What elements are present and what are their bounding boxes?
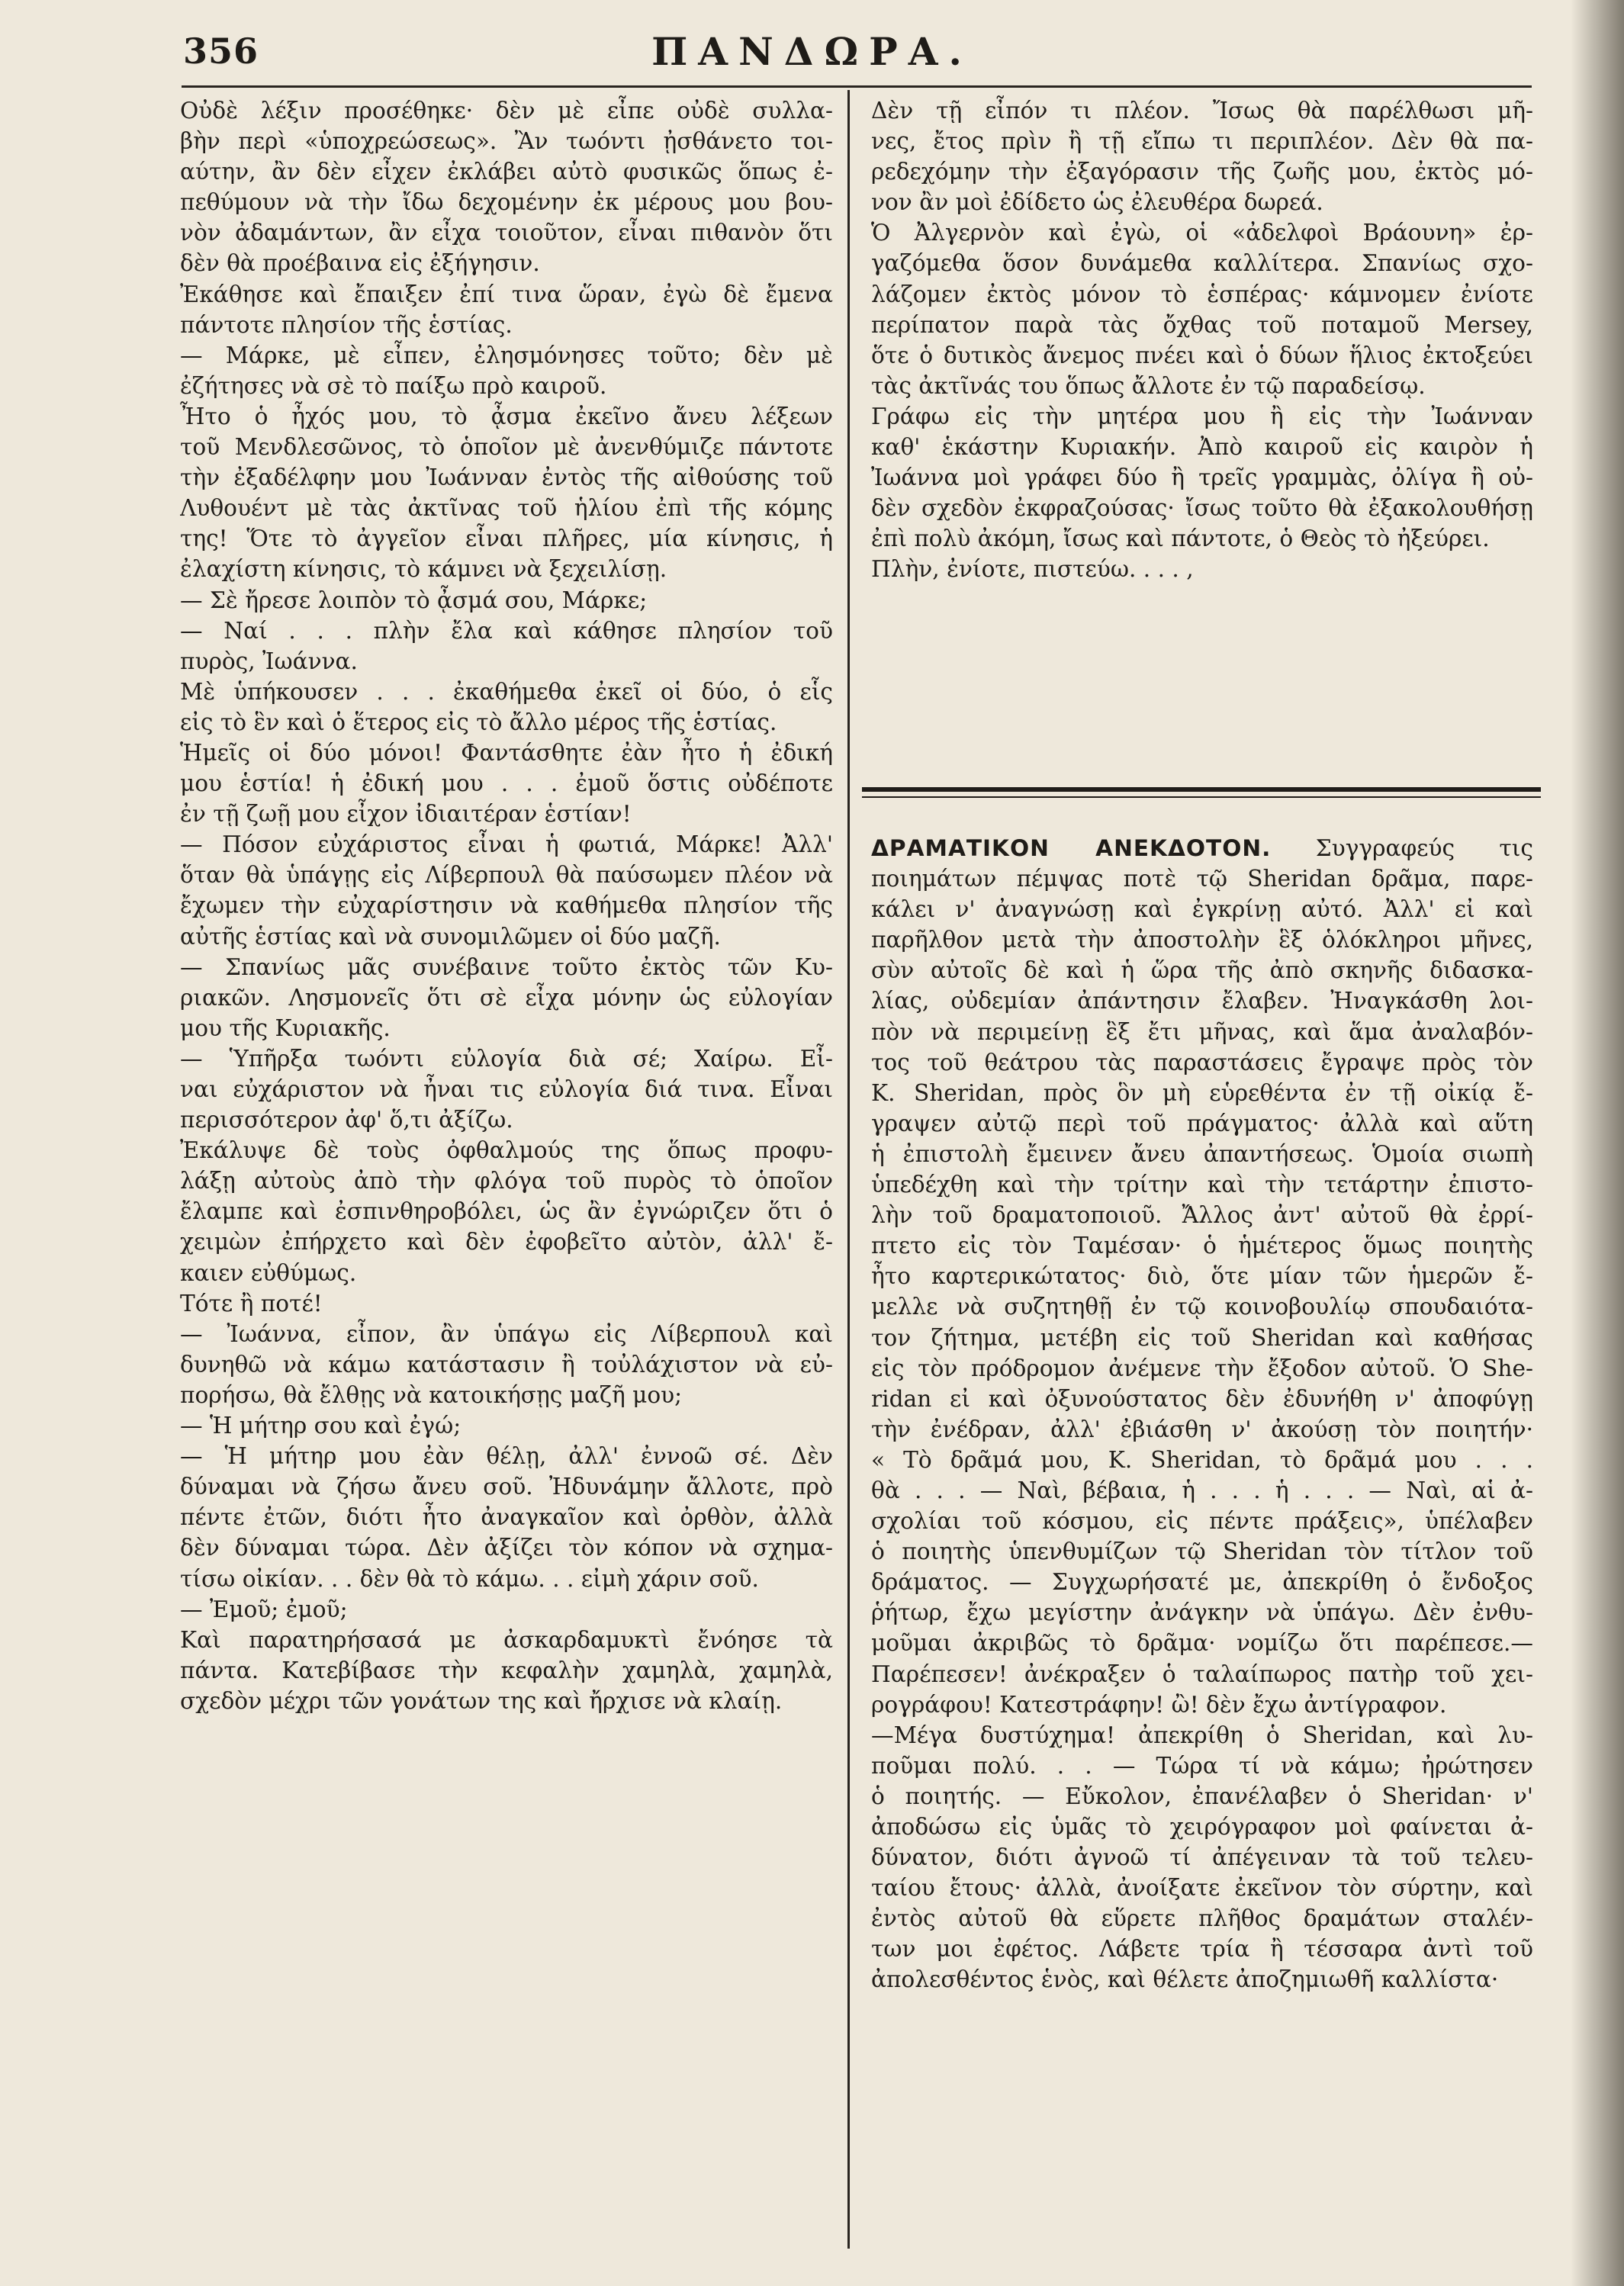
left-column-line: βὴν περὶ «ὑποχρεώσεως». Ἂν τωόντι ᾐσθάνετο τοι-: [180, 128, 833, 155]
column-divider: [847, 90, 850, 2249]
section-rule-thin: [862, 796, 1541, 798]
left-column-line: ὅταν θὰ ὑπάγῃς εἰς Λίβερπουλ θὰ παύσωμεν πλέον νὰ: [180, 862, 833, 889]
right-column-line: τὰς ἀκτῖνάς του ὅπως ἄλλοτε ἐν τῷ παραδείσῳ.: [871, 372, 1426, 399]
left-column: [180, 95, 833, 1716]
anecdote-line: μοῦμαι ἀκριβῶς τὸ δρᾶμα· νομίζω ὅτι παρέπεσε.—: [871, 1630, 1533, 1657]
left-column-line: ἔχωμεν τὴν εὐχαρίστησιν νὰ καθήμεθα πλησίον τῆς: [180, 892, 833, 919]
left-column-line: της! Ὅτε τὸ ἀγγεῖον εἶναι πλῆρες, μία κίνησις, ἡ: [180, 526, 833, 552]
left-column-line: — Ἡ μήτηρ μου ἐὰν θέλῃ, ἀλλ' ἐννοῶ σέ. Δὲν: [180, 1443, 833, 1470]
anecdote-line: σὺν αὐτοῖς δὲ καὶ ἡ ὥρα τῆς ἀπὸ σκηνῆς διδασκα-: [871, 957, 1533, 984]
running-title: ΠΑΝΔΩΡΑ.: [651, 29, 973, 74]
left-column-line: ἐζήτησες νὰ σὲ τὸ παίξω πρὸ καιροῦ.: [180, 372, 607, 399]
right-column-line: Πλὴν, ἐνίοτε, πιστεύω. . . . ,: [871, 556, 1194, 583]
left-column-line: Οὐδὲ λέξιν προσέθηκε· δὲν μὲ εἶπε οὐδὲ συλλα-: [180, 98, 833, 124]
left-column-line: σχεδὸν μέχρι τῶν γονάτων της καὶ ἤρχισε νὰ κλαίῃ.: [180, 1687, 783, 1714]
anecdote-line: πτετο εἰς τὸν Ταμέσαν· ὁ ἡμέτερος ὅμως ποιητὴς: [871, 1233, 1533, 1259]
left-column-line: Λυθουέντ μὲ τὰς ἀκτῖνας τοῦ ἡλίου ἐπὶ τῆς κόμης: [180, 495, 833, 522]
right-column-top: [871, 95, 1533, 585]
anecdote-line: ρογράφου! Κατεστράφην! ὢ! δὲν ἔχω ἀντίγραφον.: [871, 1691, 1447, 1718]
left-column-line: καιεν εὐθύμως.: [180, 1259, 357, 1286]
left-column-line: — Ὑπῆρξα τωόντι εὐλογία διὰ σέ; Χαίρω. Εἶ-: [180, 1045, 833, 1072]
left-column-line: — Ναί . . . πλὴν ἔλα καὶ κάθησε πλησίον τοῦ: [180, 617, 833, 644]
anecdote-line: ἀπολεσθέντος ἑνὸς, καὶ θέλετε ἀποζημιωθῆ καλλίστα·: [871, 1966, 1499, 1993]
left-column-line: Καὶ παρατηρήσασά με ἀσκαρδαμυκτὶ ἔνόησε τὰ: [180, 1626, 833, 1653]
anecdote-line: ὁ ποιητὴς ὑπενθυμίζων τῷ Sheridan τὸν τίτλον τοῦ: [871, 1538, 1533, 1565]
anecdote-line: πὸν νὰ περιμείνῃ ἓξ ἔτι μῆνας, καὶ ἅμα ἀναλαβόν-: [871, 1018, 1533, 1045]
left-column-line: πυρὸς, Ἰωάννα.: [180, 648, 358, 674]
right-column-line: νες, ἔτος πρὶν ἢ τῇ εἴπω τι περιπλέον. Δὲν θὰ πα-: [871, 128, 1533, 155]
header-rule: [182, 85, 1532, 88]
anecdote-section: [871, 833, 1533, 1995]
anecdote-line: δράματος. — Συγχωρήσατέ με, ἀπεκρίθη ὁ ἔνδοξος: [871, 1569, 1533, 1596]
anecdote-line: ἐντὸς αὐτοῦ θὰ εὕρετε πλῆθος δραμάτων σταλέν-: [871, 1905, 1533, 1932]
anecdote-line: ῥήτωρ, ἔχω μεγίστην ἀνάγκην νὰ ὑπάγω. Δὲν ἐνθυ-: [871, 1600, 1533, 1626]
anecdote-first-line-rest: Συγγραφεύς τις: [1315, 835, 1533, 861]
left-column-line: εἰς τὸ ἓν καὶ ὁ ἕτερος εἰς τὸ ἄλλο μέρος τῆς ἑστίας.: [180, 709, 777, 735]
left-column-line: αὐτῆς ἑστίας καὶ νὰ συνομιλῶμεν οἱ δύο μαζῆ.: [180, 923, 721, 950]
anecdote-line: μελλε νὰ συζητηθῇ ἐν τῷ κοινοβουλίῳ σπουδαιότα-: [871, 1294, 1533, 1320]
right-column-line: νον ἂν μοὶ ἐδίδετο ὡς ἐλευθέρα δωρεά.: [871, 189, 1323, 216]
right-column-line: γαζόμεθα ὅσον δυνάμεθα καλλίτερα. Σπανίως σχο-: [871, 250, 1533, 277]
right-column-line: δὲν σχεδὸν ἐκφραζούσας· ἴσως τοῦτο θὰ ἐξακολουθήσῃ: [871, 495, 1533, 522]
anecdote-line: τὴν ἐνέδραν, ἀλλ' ἐβιάσθη ν' ἀκούσῃ τὸν ποιητήν·: [871, 1416, 1533, 1442]
anecdote-line: ridan εἰ καὶ ὀξυνούστατος δὲν ἐδυνήθη ν' ἀποφύγῃ: [871, 1385, 1533, 1412]
anecdote-line: ὁ ποιητής. — Εὔκολον, ἐπανέλαβεν ὁ Sheridan· ν': [871, 1783, 1533, 1809]
left-column-line: ἔλαμπε καὶ ἐσπινθηροβόλει, ὡς ἂν ἐγνώριζεν ὅτι ὁ: [180, 1198, 833, 1225]
anecdote-line: λὴν τοῦ δραματοποιοῦ. Ἄλλος ἀντ' αὐτοῦ θὰ ἐρρί-: [871, 1202, 1533, 1229]
anecdote-line: θὰ . . . — Ναὶ, βέβαια, ἡ . . . ἡ . . . — Ναὶ, αἱ ἀ-: [871, 1477, 1533, 1503]
right-column-line: ρεδεχόμην τὴν ἐξαγόρασιν τῆς ζωῆς μου, ἐκτὸς μό-: [871, 159, 1533, 185]
anecdote-line: παρῆλθον μετὰ τὴν ἀποστολὴν ἓξ ὁλόκληροι μῆνες,: [871, 927, 1533, 953]
right-column-line: ὅτε ὁ δυτικὸς ἄνεμος πνέει καὶ ὁ δύων ἥλιος ἐκτοξεύει: [871, 342, 1533, 368]
left-column-line: χειμὼν ἐπήρχετο καὶ δὲν ἐφοβεῖτο αὐτὸν, ἀλλ' ἔ-: [180, 1229, 833, 1256]
left-column-line: — Σὲ ἤρεσε λοιπὸν τὸ ᾆσμά σου, Μάρκε;: [180, 587, 648, 613]
anecdote-line: K. Sheridan, πρὸς ὃν μὴ εὑρεθέντα ἐν τῇ οἰκίᾳ ἔ-: [871, 1079, 1533, 1106]
right-column-line: Ἰωάννα μοὶ γράφει δύο ἢ τρεῖς γραμμὰς, ὀλίγα ἢ οὐ-: [871, 465, 1533, 491]
right-column-line: Δὲν τῇ εἶπόν τι πλέον. Ἴσως θὰ παρέλθωσι μῆ-: [871, 98, 1533, 124]
right-column-line: ἐπὶ πολὺ ἀκόμη, ἴσως καὶ πάντοτε, ὁ Θεὸς τὸ ἠξεύρει.: [871, 526, 1490, 552]
section-rule: [862, 787, 1541, 792]
left-column-line: — Σπανίως μᾶς συνέβαινε τοῦτο ἐκτὸς τῶν Κυ-: [180, 953, 833, 980]
left-column-line: πορήσω, θὰ ἔλθῃς νὰ κατοικήσῃς μαζῆ μου;: [180, 1381, 683, 1408]
left-column-line: ἐλαχίστη κίνησις, τὸ κάμνει νὰ ξεχειλίσῃ.: [180, 556, 667, 583]
anecdote-line: δύνατον, διότι ἀγνοῶ τί ἀπέγειναν τὰ τοῦ τελευ-: [871, 1844, 1533, 1871]
anecdote-line: εἰς τὸν πρόδρομον ἀνέμενε τὴν ἔξοδον αὐτοῦ. Ὁ She-: [871, 1355, 1533, 1381]
anecdote-line: κάλει ν' ἀναγνώσῃ καὶ ἐγκρίνῃ αὐτό. Ἀλλ' εἰ καὶ: [871, 896, 1533, 923]
left-column-line: ναι εὐχάριστον νὰ ἦναι τις εὐλογία διά τινα. Εἶναι: [180, 1076, 833, 1102]
left-column-line: πάντα. Κατεβίβασε τὴν κεφαλὴν χαμηλὰ, χαμηλὰ,: [180, 1657, 833, 1683]
right-column-line: περίπατον παρὰ τὰς ὄχθας τοῦ ποταμοῦ Mersey,: [871, 311, 1533, 338]
right-column-line: Γράφω εἰς τὴν μητέρα μου ἢ εἰς τὴν Ἰωάνναν: [871, 403, 1533, 429]
left-column-line: Ἦτο ὁ ἦχός μου, τὸ ᾆσμα ἐκεῖνο ἄνευ λέξεων: [180, 403, 833, 429]
left-column-line: Τότε ἢ ποτέ!: [180, 1290, 323, 1317]
right-column-line: λάζομεν ἐκτὸς μόνον τὸ ἑσπέρας· κάμνομεν ἐνίοτε: [871, 281, 1533, 307]
anecdote-line: γραψεν αὐτῷ περὶ τοῦ πράγματος· ἀλλὰ καὶ αὕτη: [871, 1110, 1533, 1137]
left-column-line: δυνηθῶ νὰ κάμω κατάστασιν ἢ τοὐλάχιστον νὰ εὐ-: [180, 1351, 833, 1378]
left-column-line: πέντε ἐτῶν, διότι ἦτο ἀναγκαῖον καὶ ὀρθὸν, ἀλλὰ: [180, 1504, 833, 1531]
left-column-line: τὴν ἐξαδέλφην μου Ἰωάνναν ἐντὸς τῆς αἰθούσης τοῦ: [180, 465, 833, 491]
anecdote-line: Παρέπεσεν! ἀνέκραξεν ὁ ταλαίπωρος πατὴρ τοῦ χει-: [871, 1661, 1533, 1687]
left-column-line: δὲν θὰ προέβαινα εἰς ἐξήγησιν.: [180, 250, 540, 277]
right-column-line: καθ' ἑκάστην Κυριακήν. Ἀπὸ καιροῦ εἰς καιρὸν ἡ: [871, 434, 1533, 461]
anecdote-line: των μοι ἐφέτος. Λάβετε τρία ἢ τέσσαρα ἀντὶ τοῦ: [871, 1936, 1533, 1963]
anecdote-line: ποῦμαι πολύ. . . — Τώρα τί νὰ κάμω; ἠρώτησεν: [871, 1752, 1533, 1779]
anecdote-line: —Μέγα δυστύχημα! ἀπεκρίθη ὁ Sheridan, καὶ λυ-: [871, 1722, 1533, 1748]
anecdote-title: ΔΡΑΜΑΤΙΚΟΝ ΑΝΕΚΔΟΤΟΝ.: [871, 835, 1272, 861]
left-column-line: αύτην, ἂν δὲν εἶχεν ἐκλάβει αὐτὸ φυσικῶς ὅπως ἐ-: [180, 159, 833, 185]
anecdote-line: « Τὸ δρᾶμά μου, K. Sheridan, τὸ δρᾶμά μου . . .: [871, 1446, 1533, 1473]
left-column-line: Ἡμεῖς οἱ δύο μόνοι! Φαντάσθητε ἐὰν ἦτο ἡ ἐδική: [180, 739, 833, 766]
left-column-line: Ἐκάλυψε δὲ τοὺς ὀφθαλμούς της ὅπως προφυ-: [180, 1137, 833, 1164]
anecdote-first-line: [871, 833, 1533, 863]
left-column-line: πεθύμουν νὰ τὴν ἴδω δεχομένην ἐκ μέρους μου βου-: [180, 189, 833, 216]
left-column-line: δὲν δύναμαι τώρα. Δὲν ἀξίζει τὸν κόπον νὰ σχημα-: [180, 1535, 833, 1561]
left-column-line: ἐν τῇ ζωῇ μου εἶχον ἰδιαιτέραν ἑστίαν!: [180, 801, 632, 828]
left-column-line: νὸν ἀδαμάντων, ἂν εἶχα τοιοῦτον, εἶναι πιθανὸν ὅτι: [180, 220, 833, 246]
left-column-line: μου τῆς Κυριακῆς.: [180, 1014, 391, 1041]
left-column-line: — Ἡ μήτηρ σου καὶ ἐγώ;: [180, 1413, 461, 1439]
binding-shadow: [1571, 0, 1624, 2286]
anecdote-line: σχολίαι τοῦ κόσμου, εἰς πέντε πράξεις», ὑπέλαβεν: [871, 1508, 1533, 1535]
left-column-line: δύναμαι νὰ ζήσω ἄνευ σοῦ. Ἠδυνάμην ἄλλοτε, πρὸ: [180, 1474, 833, 1500]
anecdote-line: τος τοῦ θεάτρου τὰς παραστάσεις ἔγραψε πρὸς τὸν: [871, 1049, 1533, 1075]
left-column-line: Μὲ ὑπήκουσεν . . . ἐκαθήμεθα ἐκεῖ οἱ δύο, ὁ εἷς: [180, 678, 833, 705]
anecdote-line: ἡ ἐπιστολὴ ἔμεινεν ἄνευ ἀπαντήσεως. Ὁμοία σιωπὴ: [871, 1140, 1533, 1167]
anecdote-line: ποιημάτων πέμψας ποτὲ τῷ Sheridan δρᾶμα, παρε-: [871, 866, 1533, 892]
left-column-line: ριακῶν. Λησμονεῖς ὅτι σὲ εἶχα μόνην ὡς εὐλογίαν: [180, 984, 833, 1011]
left-column-line: — Ἰωάννα, εἶπον, ἂν ὑπάγω εἰς Λίβερπουλ καὶ: [180, 1320, 833, 1347]
left-column-line: λάξῃ αὐτοὺς ἀπὸ τὴν φλόγα τοῦ πυρὸς τὸ ὁποῖον: [180, 1168, 833, 1194]
anecdote-line: ταίου ἔτους· ἀλλὰ, ἀνοίξατε ἐκεῖνον τὸν σύρτην, καὶ: [871, 1875, 1533, 1902]
anecdote-line: λίας, οὐδεμίαν ἀπάντησιν ἔλαβεν. Ἠναγκάσθη λοι-: [871, 988, 1533, 1014]
left-column-line: Ἐκάθησε καὶ ἔπαιξεν ἐπί τινα ὥραν, ἐγὼ δὲ ἔμενα: [180, 281, 833, 307]
page-number: 356: [183, 31, 259, 72]
anecdote-line: ἦτο καρτερικώτατος· διὸ, ὅτε μίαν τῶν ἡμερῶν ἔ-: [871, 1263, 1533, 1290]
left-column-line: πάντοτε πλησίον τῆς ἑστίας.: [180, 311, 513, 338]
left-column-line: τίσω οἰκίαν. . . δὲν θὰ τὸ κάμω. . . εἰμὴ χάριν σοῦ.: [180, 1565, 759, 1592]
anecdote-line: ὑπεδέχθη καὶ τὴν τρίτην καὶ τὴν τετάρτην ἐπιστο-: [871, 1172, 1533, 1198]
left-column-line: — Ἐμοῦ; ἐμοῦ;: [180, 1596, 348, 1622]
left-column-line: — Πόσον εὐχάριστος εἶναι ἡ φωτιά, Μάρκε! Ἀλλ': [180, 831, 833, 858]
right-column-line: Ὁ Ἀλγερνὸν καὶ ἐγὼ, οἱ «ἀδελφοὶ Βράουνη» ἐρ-: [871, 220, 1533, 246]
left-column-line: — Μάρκε, μὲ εἶπεν, ἐλησμόνησες τοῦτο; δὲν μὲ: [180, 342, 833, 368]
left-column-line: μου ἑστία! ἡ ἐδική μου . . . ἐμοῦ ὅστις οὐδέποτε: [180, 770, 833, 797]
anecdote-line: ἀποδώσω εἰς ὑμᾶς τὸ χειρόγραφον μοὶ φαίνεται ἀ-: [871, 1814, 1533, 1840]
anecdote-line: τον ζήτημα, μετέβη εἰς τοῦ Sheridan καὶ καθήσας: [871, 1324, 1533, 1351]
left-column-line: τοῦ Μενδλεσῶνος, τὸ ὁποῖον μὲ ἀνενθύμιζε πάντοτε: [180, 434, 833, 461]
left-column-line: περισσότερον ἀφ' ὅ,τι ἀξίζω.: [180, 1107, 513, 1133]
